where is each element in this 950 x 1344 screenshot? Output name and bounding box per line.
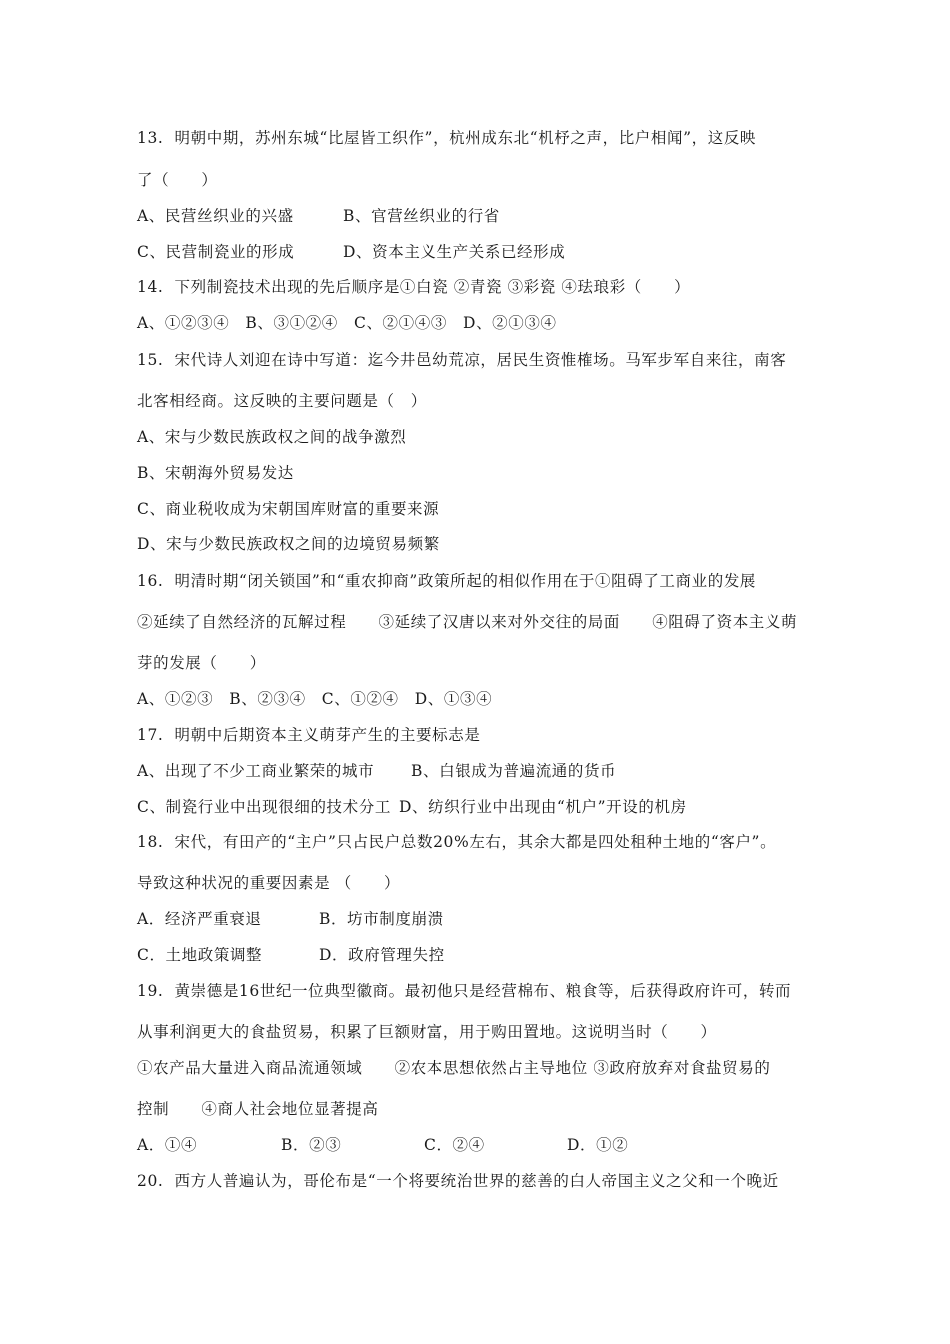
question-number: 17. (137, 726, 164, 744)
question-18-line-2: 导致这种状况的重要因素是 （ ） (137, 874, 401, 892)
option-c: C、民营制瓷业的形成 (137, 243, 295, 261)
question-stem: 西方人普遍认为，哥伦布是“一个将要统治世界的慈善的白人帝国主义之父和一个晚近 (174, 1172, 779, 1190)
question-number: 18. (137, 833, 164, 851)
option-a: A、出现了不少工商业繁荣的城市 (137, 762, 375, 780)
option-d: D、宋与少数民族政权之间的边境贸易频繁 (137, 535, 440, 553)
option-c: C、制瓷行业中出现很细的技术分工 (137, 798, 391, 816)
option-d: D．①② (567, 1136, 629, 1154)
question-14-options: A、①②③④ B、③①②④ C、②①④③ D、②①③④ (137, 314, 557, 332)
question-stem: 明朝中后期资本主义萌芽产生的主要标志是 (174, 726, 481, 744)
question-number: 14. (137, 278, 164, 296)
option-b: B．坊市制度崩溃 (319, 910, 444, 928)
option-c: C．②④ (424, 1136, 485, 1154)
question-number: 20. (137, 1172, 164, 1190)
option-d: D．政府管理失控 (319, 946, 445, 964)
question-number: 19. (137, 982, 164, 1000)
question-16-options: A、①②③ B、②③④ C、①②④ D、①③④ (137, 690, 493, 708)
question-19-line-3: ①农产品大量进入商品流通领域 ②农本思想依然占主导地位 ③政府放弃对食盐贸易的 (137, 1059, 771, 1077)
option-c: C、商业税收成为宋朝国库财富的重要来源 (137, 500, 440, 518)
question-17-line-1 (137, 725, 480, 745)
question-stem: 黄崇德是16世纪一位典型徽商。最初他只是经营棉布、粮食等，后获得政府许可，转而 (174, 982, 792, 1000)
question-14-line-1 (137, 277, 690, 297)
question-16-line-1 (137, 571, 756, 591)
question-13-options-row-2 (137, 242, 565, 262)
question-16-line-2: ②延续了自然经济的瓦解过程 ③延续了汉唐以来对外交往的局面 ④阻碍了资本主义萌 (137, 613, 798, 631)
question-16-line-3: 芽的发展（ ） (137, 654, 266, 672)
question-stem: 宋代，有田产的“主户”只占民户总数20%左右，其余大都是四处租种土地的“客户”。 (174, 833, 777, 851)
option-b: B．②③ (281, 1136, 342, 1154)
question-stem: 明朝中期，苏州东城“比屋皆工织作”，杭州成东北“机杼之声，比户相闻”，这反映 (174, 129, 757, 147)
question-19-line-4: 控制 ④商人社会地位显著提高 (137, 1100, 379, 1118)
question-number: 15. (137, 351, 164, 369)
question-number: 13. (137, 129, 164, 147)
option-a: A、宋与少数民族政权之间的战争激烈 (137, 428, 407, 446)
question-18-line-1 (137, 832, 776, 852)
question-17-options-row-1 (137, 761, 616, 781)
question-number: 16. (137, 572, 164, 590)
option-b: B、白银成为普遍流通的货币 (411, 762, 617, 780)
question-19-line-2: 从事利润更大的食盐贸易，积累了巨额财富，用于购田置地。这说明当时（ ） (137, 1023, 717, 1041)
option-a: A．经济严重衰退 (137, 910, 262, 928)
option-c: C．土地政策调整 (137, 946, 263, 964)
question-18-options-row-1 (137, 909, 444, 929)
question-stem: 宋代诗人刘迎在诗中写道：迄今井邑幼荒凉，居民生资惟榷场。马军步军自来往，南客 (174, 351, 787, 369)
option-b: B、官营丝织业的行省 (343, 207, 500, 225)
question-15-line-1 (137, 350, 786, 370)
option-a: A、民营丝织业的兴盛 (137, 207, 294, 225)
option-b: B、宋朝海外贸易发达 (137, 464, 294, 482)
question-18-options-row-2 (137, 945, 445, 965)
option-d: D、资本主义生产关系已经形成 (343, 243, 566, 261)
question-17-options-row-2 (137, 797, 687, 817)
question-19-line-1 (137, 981, 791, 1001)
question-20-line-1 (137, 1171, 779, 1191)
option-d: D、纺织行业中出现由“机户”开设的机房 (399, 798, 687, 816)
question-15-line-2: 北客相经商。这反映的主要问题是（ ） (137, 392, 427, 410)
question-stem: 下列制瓷技术出现的先后顺序是①白瓷 ②青瓷 ③彩瓷 ④珐琅彩（ ） (174, 278, 691, 296)
question-13-options-row-1 (137, 206, 500, 226)
option-a: A．①④ (137, 1136, 198, 1154)
question-19-options (137, 1135, 628, 1155)
question-13-line-2: 了（ ） (137, 171, 218, 189)
question-13-line-1 (137, 128, 756, 148)
question-stem: 明清时期“闭关锁国”和“重农抑商”政策所起的相似作用在于①阻碍了工商业的发展 (174, 572, 757, 590)
